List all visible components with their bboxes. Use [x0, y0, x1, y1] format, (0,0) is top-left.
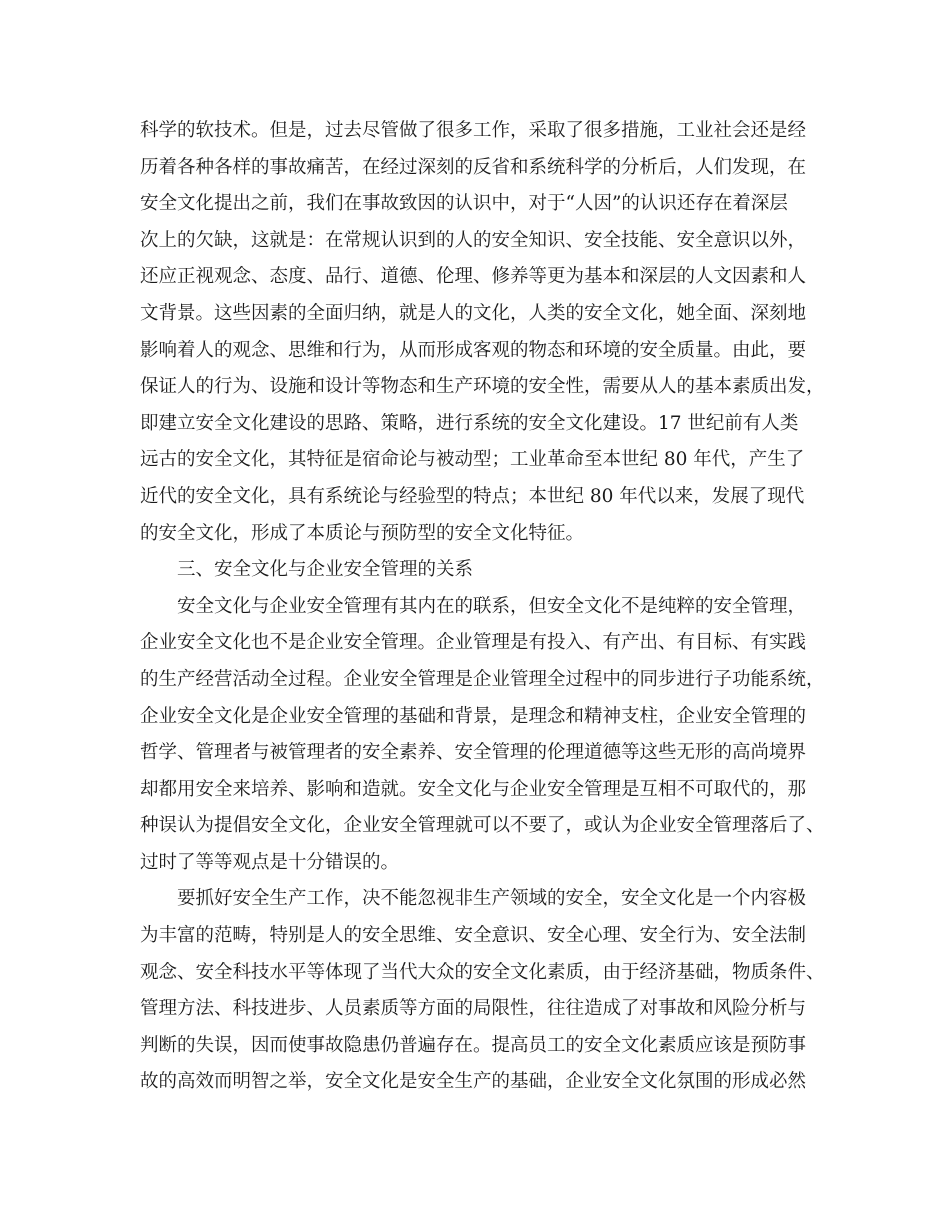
paragraph-2 [140, 589, 830, 882]
text-line: 为丰富的范畴，特别是人的安全思维、安全意识、安全心理、安全行为、安全法制 [140, 925, 807, 947]
text-line: 即建立安全文化建设的思路、策略，进行系统的安全文化建设。17 世纪前有人类 [140, 412, 799, 434]
text-line: 判断的失误，因而使事故隐患仍普遍存在。提高员工的安全文化素质应该是预防事 [140, 1034, 807, 1056]
text-line: 远古的安全文化，其特征是宿命论与被动型；工业革命至本世纪 80 年代，产生了 [140, 449, 805, 471]
text-line: 管理方法、科技进步、人员素质等方面的局限性，往往造成了对事故和风险分析与 [140, 998, 807, 1020]
text-line: 安全文化提出之前，我们在事故致因的认识中，对于“人因”的认识还存在着深层 [140, 193, 788, 215]
text-line: 科学的软技术。但是，过去尽管做了很多工作，采取了很多措施，工业社会还是经 [140, 120, 807, 141]
text-line: 观念、安全科技水平等体现了当代大众的安全文化素质，由于经济基础，物质条件、 [140, 961, 825, 983]
text-line: 影响着人的观念、思维和行为，从而形成客观的物态和环境的安全质量。由此，要 [140, 339, 807, 361]
text-line: 要抓好安全生产工作，决不能忽视非生产领域的安全，安全文化是一个内容极 [177, 888, 807, 910]
text-line: 的安全文化，形成了本质论与预防型的安全文化特征。 [140, 522, 585, 544]
text-line: 还应正视观念、态度、品行、道德、伦理、修养等更为基本和深层的人文因素和人 [140, 266, 807, 288]
paragraph-3 [140, 881, 830, 1101]
text-line: 文背景。这些因素的全面归纳，就是人的文化，人类的安全文化，她全面、深刻地 [140, 302, 807, 324]
text-line: 近代的安全文化，具有系统论与经验型的特点；本世纪 80 年代以来，发展了现代 [140, 485, 805, 507]
text-line: 种误认为提倡安全文化，企业安全管理就可以不要了，或认为企业安全管理落后了、 [140, 815, 825, 837]
text-line: 次上的欠缺，这就是：在常规认识到的人的安全知识、安全技能、安全意识以外， [140, 229, 807, 251]
text-line: 企业安全文化也不是企业安全管理。企业管理是有投入、有产出、有目标、有实践 [140, 632, 807, 654]
text-line: 哲学、管理者与被管理者的安全素养、安全管理的伦理道德等这些无形的高尚境界 [140, 742, 807, 764]
text-line: 历着各种各样的事故痛苦，在经过深刻的反省和系统科学的分析后，人们发现，在 [140, 156, 807, 178]
text-line: 安全文化与企业安全管理有其内在的联系，但安全文化不是纯粹的安全管理， [177, 595, 807, 617]
text-line: 企业安全文化是企业安全管理的基础和背景，是理念和精神支柱，企业安全管理的 [140, 705, 807, 727]
text-line: 过时了等等观点是十分错误的。 [140, 851, 400, 873]
text-line: 却都用安全来培养、影响和造就。安全文化与企业安全管理是互相不可取代的，那 [140, 778, 807, 800]
text-line: 保证人的行为、设施和设计等物态和生产环境的安全性，需要从人的基本素质出发， [140, 376, 825, 398]
text-line: 的生产经营活动全过程。企业安全管理是企业管理全过程中的同步进行子功能系统， [140, 668, 825, 690]
section-heading: 三、安全文化与企业安全管理的关系 [177, 559, 474, 581]
text-line: 故的高效而明智之举，安全文化是安全生产的基础，企业安全文化氛围的形成必然 [140, 1071, 807, 1093]
paragraph-1 [140, 113, 830, 552]
document-body [140, 113, 830, 1101]
